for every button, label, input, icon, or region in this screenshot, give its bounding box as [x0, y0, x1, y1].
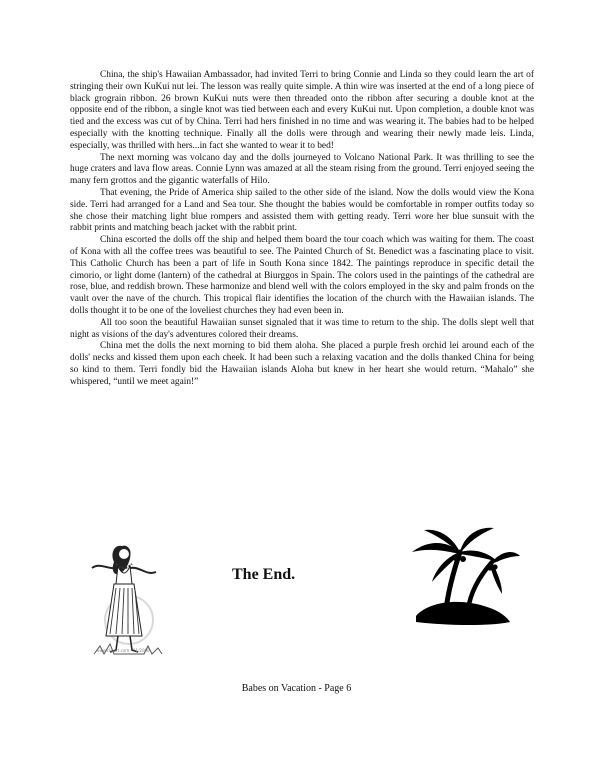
hula-image-caption: www.clipart.com · 11/2006 [96, 648, 150, 653]
the-end-text: The End. [232, 566, 296, 583]
paragraph-2: The next morning was volcano day and the dolls journeyed to Volcano National Park. It was thrilling to see the huge craters and lava flow areas. Connie Lynn was amazed at all the steam rising from the ground. Terri enjoyed seeing the many fern grottos and the gigantic waterfalls of Hilo. [70, 152, 534, 187]
paragraph-4: China escorted the dolls off the ship and helped them board the tour coach which was waiting for them. The coast of Kona with all the coffee trees was beautiful to see. The Painted Church of St. Benedict was a fascinating place to visit. This Catholic Church has been a part of life in South Kona since 1842. The paintings reproduce in specific detail the cimorio, or light dome (lantern) of the cathedral at Biurggos in Spain. The colors used in the paintings of the cathedral are rose, blue, and reddish brown. These harmonize and blend well with the colors employed in the sky and palm fronds on the vault over the nave of the church. This tropical flair identifies the location of the church with the Hawaiian islands. The dolls thought it to be one of the loveliest churches they had even been in. [70, 235, 534, 316]
paragraph-1: China, the ship's Hawaiian Ambassador, had invited Terri to bring Connie and Linda so they could learn the art of stringing their own KuKui nut lei. The lesson was really quite simple. A thin wire was inserted at the end of a long piece of black grograin ribbon. 26 brown KuKui nuts were then threaded onto the ribbon after securing a double knot at the opposite end of the ribbon, a single knot was tied between each and every KuKui nut. Upon completion, a double knot was tied and the excess was cut of by China. Terri had hers finished in no time and was wearing it. The babies had to be helped especially with the knotting technique. Finally all the dolls were through and wearing their newly made leis. Linda, especially, was thrilled with hers...in fact she wanted to wear it to bed! [70, 70, 534, 151]
story-body [70, 70, 534, 389]
palm-island-icon [398, 522, 520, 632]
page-footer: Babes on Vacation - Page 6 [241, 683, 352, 694]
paragraph-3: That evening, the Pride of America ship sailed to the other side of the island. Now the dolls would view the Kona side. Terri had arranged for a Land and Sea tour. She thought the babies would be comfortable in romper outfits today so she chose their matching light blue rompers and assisted them with getting ready. Terri wore her blue sunsuit with the rabbit prints and matching beach jacket with the rabbit print. [70, 187, 534, 234]
hula-dancer-icon [74, 532, 184, 660]
paragraph-5: All too soon the beautiful Hawaiian sunset signaled that it was time to return to the ship. The dolls slept well that night as visions of the day's adventures colored their dreams. [70, 317, 534, 340]
paragraph-6: China met the dolls the next morning to bid them aloha. She placed a purple fresh orchid lei around each of the dolls' necks and kissed them upon each cheek. It had been such a relaxing vacation and the dolls thanked China for being so kind to them. Terri fondly bid the Hawaiian islands Aloha but knew in her heart she would return. “Mahalo” she whispered, “until we meet again!” [70, 341, 534, 387]
